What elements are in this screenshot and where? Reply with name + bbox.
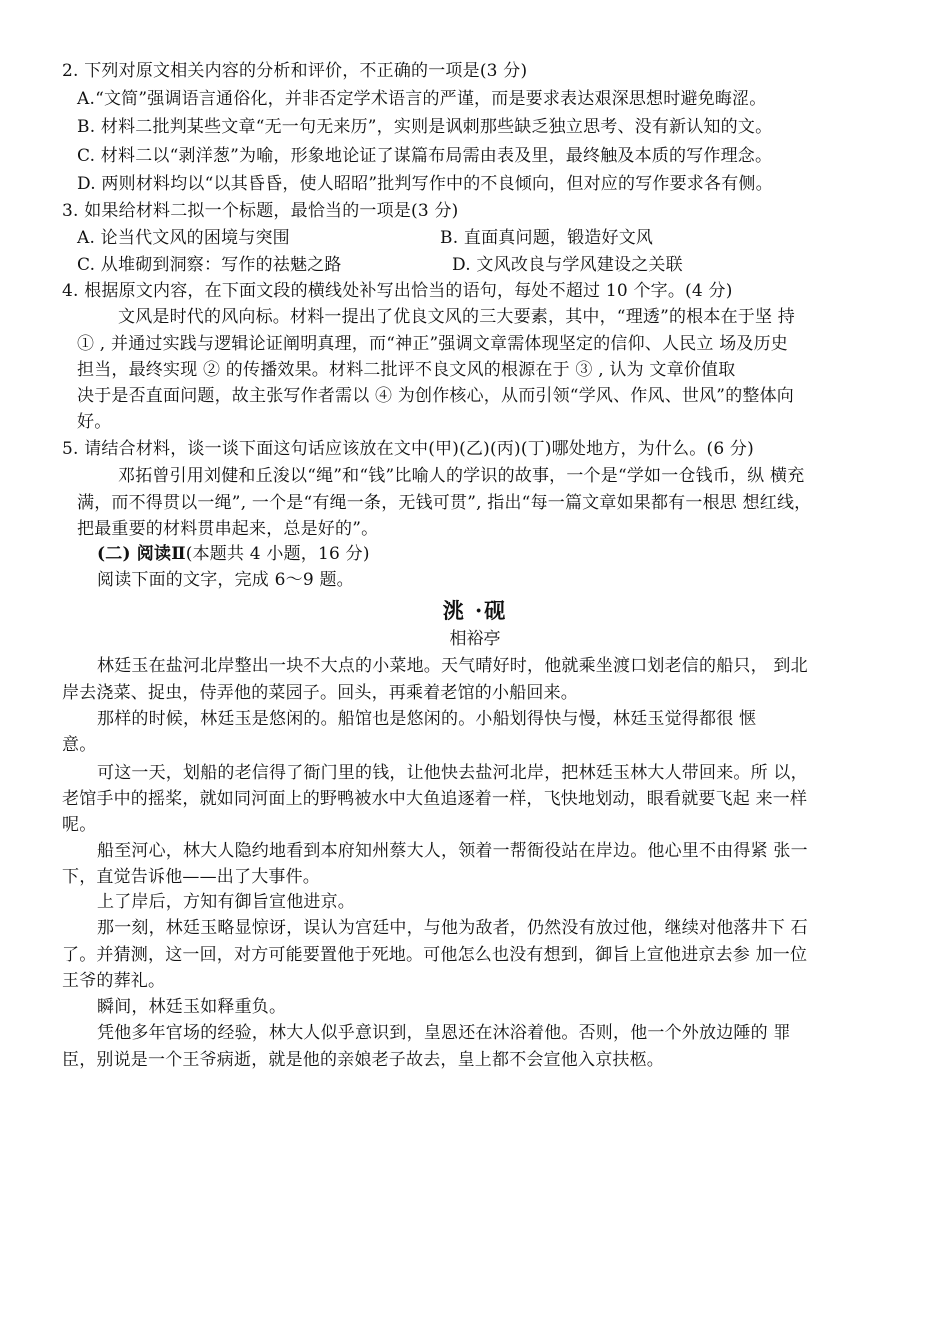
question-4-passage-line: 好。 xyxy=(77,412,112,432)
question-4-passage-line: 文风是时代的风向标。材料一提出了优良文风的三大要素，其中，“理透”的根本在于坚 持 xyxy=(118,307,795,327)
section-heading xyxy=(97,543,370,565)
story-line: 老馆手中的摇桨，就如同河面上的野鸭被水中大鱼追逐着一样，飞快地划动，眼看就要飞起 来一样 xyxy=(62,789,808,809)
story-author: 相裕亭 xyxy=(449,629,501,649)
section-heading-label: (二) 阅读Ⅱ xyxy=(97,544,186,564)
story-line: 了。并猜测，这一回，对方可能要置他于死地。可他怎么也没有想到，御旨上宣他进京去参 加一位 xyxy=(62,945,808,965)
question-3-option-a: A. 论当代文风的困境与突围 xyxy=(77,228,290,248)
question-5-stem: 5. 请结合材料，谈一谈下面这句话应该放在文中(甲)(乙)(丙)(丁)哪处地方，为什么。(6 分) xyxy=(62,439,754,459)
story-line: 林廷玉在盐河北岸整出一块不大点的小菜地。天气晴好时，他就乘坐渡口划老信的船只， 到北 xyxy=(97,656,808,676)
story-title: 洮 ·砚 xyxy=(442,598,508,623)
story-line: 下，直觉告诉他——出了大事件。 xyxy=(62,867,320,887)
question-4-stem: 4. 根据原文内容，在下面文段的横线处补写出恰当的语句，每处不超过 10 个字。(4 分) xyxy=(62,281,733,301)
question-2-option-d: D. 两则材料均以“以其昏昏，使人昭昭”批判写作中的不良倾向，但对应的写作要求各有侧。 xyxy=(77,174,773,194)
story-line: 岸去浇菜、捉虫，侍弄他的菜园子。回头，再乘着老馆的小船回来。 xyxy=(62,683,578,703)
story-line: 臣，别说是一个王爷病逝，就是他的亲娘老子故去，皇上都不会宣他入京扶柩。 xyxy=(62,1050,664,1070)
story-line: 那一刻，林廷玉略显惊讶，误认为宫廷中，与他为敌者，仍然没有放过他，继续对他落井下 石 xyxy=(97,918,808,938)
question-4-passage-line: 担当，最终实现 ② 的传播效果。材料二批评不良文风的根源在于 ③ , 认为 文章价值取 xyxy=(77,360,736,380)
question-3-option-d: D. 文风改良与学风建设之关联 xyxy=(452,255,683,275)
question-3-option-c: C. 从堆砌到洞察：写作的祛魅之路 xyxy=(77,255,342,275)
question-4-passage-line: 决于是否直面问题，故主张写作者需以 ④ 为创作核心，从而引领“学风、作风、世风”的整体向 xyxy=(77,386,794,406)
story-line: 可这一天，划船的老信得了衙门里的钱，让他快去盐河北岸，把林廷玉林大人带回来。所 以， xyxy=(97,763,808,783)
question-3-option-b: B. 直面真问题，锻造好文风 xyxy=(440,228,654,248)
story-line: 王爷的葬礼。 xyxy=(62,971,166,991)
story-line: 凭他多年官场的经验，林大人似乎意识到，皇恩还在沐浴着他。否则，他一个外放边陲的 罪 xyxy=(97,1023,791,1043)
question-2-option-b: B. 材料二批判某些文章“无一句无来历”，实则是讽刺那些缺乏独立思考、没有新认知的文。 xyxy=(77,117,773,137)
reading-instruction: 阅读下面的文字，完成 6～9 题。 xyxy=(97,570,354,590)
story-line: 呢。 xyxy=(62,815,97,835)
question-5-quote-line: 满，而不得贯以一绳”, 一个是“有绳一条，无钱可贯”, 指出“每一篇文章如果都有一根思 想红线， xyxy=(77,493,812,513)
question-3-stem: 3. 如果给材料二拟一个标题，最恰当的一项是(3 分) xyxy=(62,201,459,221)
question-4-passage-line: ① , 并通过实践与逻辑论证阐明真理，而“神正”强调文章需体现坚定的信仰、人民立 场及历史 xyxy=(77,334,788,354)
question-2-stem: 2. 下列对原文相关内容的分析和评价，不正确的一项是(3 分) xyxy=(62,61,528,81)
story-line: 船至河心，林大人隐约地看到本府知州蔡大人，领着一帮衙役站在岸边。他心里不由得紧 张一 xyxy=(97,841,808,861)
story-line: 瞬间，林廷玉如释重负。 xyxy=(97,997,287,1017)
question-5-quote-line: 把最重要的材料贯串起来，总是好的”。 xyxy=(77,519,379,539)
story-line: 上了岸后，方知有御旨宣他进京。 xyxy=(97,892,355,912)
section-heading-note: (本题共 4 小题，16 分) xyxy=(185,544,370,564)
question-5-quote-line: 邓拓曾引用刘健和丘浚以“绳”和“钱”比喻人的学识的故事，一个是“学如一仓钱币，纵 横充 xyxy=(118,466,805,486)
question-2-option-a: A.“文简”强调语言通俗化，并非否定学术语言的严谨，而是要求表达艰深思想时避免晦涩。 xyxy=(77,89,767,109)
story-line: 意。 xyxy=(62,735,97,755)
question-2-option-c: C. 材料二以“剥洋葱”为喻，形象地论证了谋篇布局需由表及里，最终触及本质的写作理念。 xyxy=(77,146,773,166)
story-line: 那样的时候，林廷玉是悠闲的。船馆也是悠闲的。小船划得快与慢，林廷玉觉得都很 惬 xyxy=(97,709,757,729)
